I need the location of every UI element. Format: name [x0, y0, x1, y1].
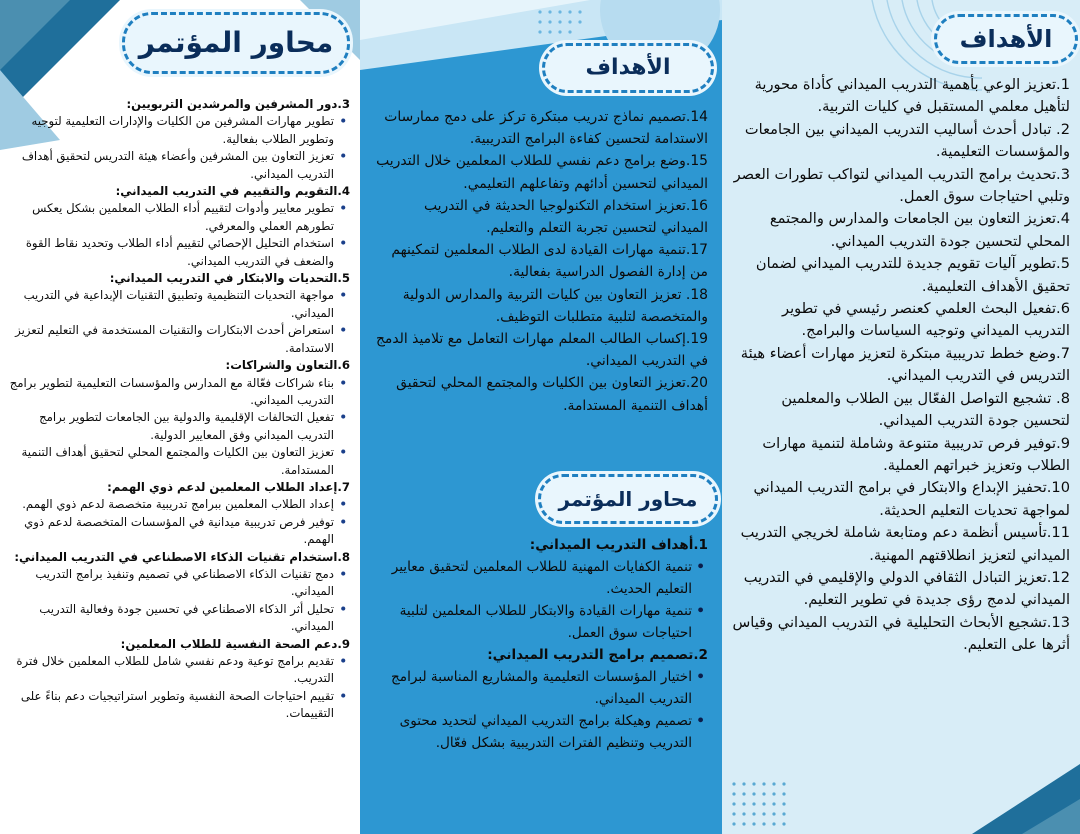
list-item: 16.تعزيز استخدام التكنولوجيا الحديثة في التدريب الميداني لتحسين تجربة التعلم والتعليم. [424, 197, 708, 237]
list-item: • تعزيز التعاون بين المشرفين وأعضاء هيئة التدريس لتحقيق أهداف التدريب الميداني. [6, 148, 334, 183]
list-item: • مواجهة التحديات التنظيمية وتطبيق التقنيات الإبداعية في التدريب الميداني. [6, 287, 334, 322]
list-item: 12.تعزيز التبادل الثقافي الدولي والإقليمي في التدريب الميداني لدمج رؤى جديدة في تطوير التعليم. [743, 568, 1070, 609]
axis-3 [6, 96, 350, 183]
list-item: 7.وضع خطط تدريبية مبتكرة لتعزيز مهارات أعضاء هيئة التدريس في التدريب الميداني. [740, 344, 1070, 385]
axis-title: 7.إعداد الطلاب المعلمين لدعم ذوي الهمم: [107, 479, 350, 494]
list-item: 14.تصميم نماذج تدريب مبتكرة تركز على دمج ممارسات الاستدامة لتحسين كفاءة البرامج التدريبية. [384, 109, 708, 148]
middle-goals-title: الأهداف [542, 43, 714, 93]
list-item: • تطوير مهارات المشرفين من الكليات والإدارات التعليمية لتوجيه وتطوير الطلاب بفعالية. [6, 113, 334, 148]
list-item: 13.تشجيع الأبحاث التحليلية في التدريب الميداني وقياس أثرها على التعليم. [732, 613, 1070, 654]
list-item: • اختيار المؤسسات التعليمية والمشاريع المناسبة لبرامج التدريب الميداني. [374, 666, 692, 710]
list-item: • دمج تقنيات الذكاء الاصطناعي في تصميم وتنفيذ برامج التدريب الميداني. [6, 566, 334, 601]
axis-5 [6, 270, 350, 357]
goals-list [732, 74, 1070, 657]
goals-title: الأهداف [934, 14, 1078, 64]
middle-axes-list [374, 534, 708, 754]
list-item: 11.تأسيس أنظمة دعم ومتابعة شاملة لخريجي التدريب الميداني لتعزيز انطلاقتهم المهنية. [740, 524, 1070, 564]
axis-6 [6, 357, 350, 479]
list-item: • استخدام التحليل الإحصائي لتقييم أداء الطلاب وتحديد نقاط القوة والضعف في التدريب الميداني. [6, 235, 334, 270]
list-item: 3.تحديث برامج التدريب الميداني لتواكب تطورات العصر وتلبي احتياجات سوق العمل. [733, 165, 1070, 206]
list-item: 10.تحفيز الإبداع والابتكار في برامج التدريب الميداني لمواجهة تحديات التعليم الحديثة. [753, 479, 1070, 519]
list-item: • إعداد الطلاب المعلمين ببرامج تدريبية متخصصة لدعم ذوي الهمم. [6, 496, 334, 513]
middle-goals-list [374, 106, 708, 417]
left-axes-list [6, 96, 350, 723]
bottom-corner-decoration [722, 744, 1080, 834]
left-panel [0, 0, 360, 834]
right-panel [722, 0, 1080, 834]
axis-title: 8.استخدام تقنيات الذكاء الاصطناعي في التدريب الميداني: [14, 549, 350, 564]
axis-title: 5.التحديات والابتكار في التدريب الميداني: [109, 271, 350, 286]
list-item: • تفعيل التحالفات الإقليمية والدولية بين الجامعات لتطوير برامج التدريب الميداني وفق المعايير الدولية. [6, 409, 334, 444]
axis-title: 2.تصميم برامج التدريب الميداني: [487, 647, 708, 663]
axis-title: 4.التقويم والتقييم في التدريب الميداني: [115, 184, 350, 199]
middle-axes-title: محاور المؤتمر [538, 474, 718, 524]
list-item: • تقديم برامج توعية ودعم نفسي شامل للطلاب المعلمين خلال فترة التدريب. [6, 653, 334, 688]
left-section-title: محاور المؤتمر [122, 12, 350, 74]
list-item: 18. تعزيز التعاون بين كليات التربية والمدارس الدولية والمتخصصة لتلبية متطلبات التوظيف. [402, 286, 708, 325]
list-item: 1.تعزيز الوعي بأهمية التدريب الميداني كأداة محورية لتأهيل معلمي المستقبل في كليات التربية. [754, 76, 1070, 116]
list-item: 20.تعزيز التعاون بين الكليات والمجتمع المحلي لتحقيق أهداف التنمية المستدامة. [396, 375, 708, 414]
axis-1 [374, 534, 708, 644]
list-item: • تصميم وهيكلة برامج التدريب الميداني لتحديد محتوى التدريب وتنظيم الفترات التدريبية بشكل فعّال. [374, 710, 692, 754]
middle-panel [360, 0, 722, 834]
axis-title: 3.دور المشرفين والمرشدين التربويين: [126, 97, 350, 111]
list-item: • تعزيز التعاون بين الكليات والمجتمع المحلي لتحقيق أهداف التنمية المستدامة. [6, 444, 334, 479]
axis-title: 9.دعم الصحة النفسية للطلاب المعلمين: [120, 636, 350, 651]
list-item: 4.تعزيز التعاون بين الجامعات والمدارس والمجتمع المحلي لتحسين جودة التدريب الميداني. [769, 210, 1070, 250]
list-item: 5.تطوير آليات تقويم جديدة للتدريب الميداني لضمان تحقيق الأهداف التعليمية. [755, 255, 1070, 295]
list-item: • تنمية مهارات القيادة والابتكار للطلاب المعلمين لتلبية احتياجات سوق العمل. [374, 600, 692, 644]
list-item: 2. تبادل أحدث أساليب التدريب الميداني بين الجامعات والمؤسسات التعليمية. [744, 120, 1070, 161]
axis-9 [6, 636, 350, 723]
list-item: • توفير فرص تدريبية ميدانية في المؤسسات المتخصصة لدعم ذوي الهمم. [6, 514, 334, 549]
axis-4 [6, 183, 350, 270]
list-item: 8. تشجيع التواصل الفعّال بين الطلاب والمعلمين لتحسين جودة التدريب الميداني. [781, 389, 1070, 430]
axis-2 [374, 644, 708, 754]
list-item: • تقييم احتياجات الصحة النفسية وتطوير استراتيجيات دعم بناءً على التقييمات. [6, 688, 334, 723]
list-item: 9.توفير فرص تدريبية متنوعة وشاملة لتنمية مهارات الطلاب وتعزيز خبراتهم العملية. [762, 434, 1070, 474]
list-item: • بناء شراكات فعّالة مع المدارس والمؤسسات التعليمية لتطوير برامج التدريب الميداني. [6, 375, 334, 410]
list-item: • تحليل أثر الذكاء الاصطناعي في تحسين جودة وفعالية التدريب الميداني. [6, 601, 334, 636]
list-item: 19.إكساب الطالب المعلم مهارات التعامل مع تلاميذ الدمج في التدريب الميداني. [375, 331, 708, 370]
list-item: 17.تنمية مهارات القيادة لدى الطلاب المعلمين لتمكينهم من إدارة الفصول الدراسية بفعالية. [391, 242, 708, 281]
axis-8 [6, 549, 350, 636]
list-item: • تنمية الكفايات المهنية للطلاب المعلمين لتحقيق معايير التعليم الحديث. [374, 556, 692, 600]
axis-7 [6, 479, 350, 549]
axis-title: 6.التعاون والشراكات: [225, 358, 350, 373]
list-item: • استعراض أحدث الابتكارات والتقنيات المستخدمة في التعليم لتعزيز الاستدامة. [6, 322, 334, 357]
list-item: 15.وضع برامج دعم نفسي للطلاب المعلمين خلال التدريب الميداني لتحسين أدائهم وتفاعلهم التعليمي. [376, 153, 708, 192]
axis-title: 1.أهداف التدريب الميداني: [529, 537, 708, 553]
list-item: 6.تفعيل البحث العلمي كعنصر رئيسي في تطوير التدريب الميداني وتوجيه السياسات والبرامج. [782, 300, 1070, 340]
list-item: • تطوير معايير وأدوات لتقييم أداء الطلاب المعلمين بشكل يعكس تطورهم العملي والمعرفي. [6, 200, 334, 235]
